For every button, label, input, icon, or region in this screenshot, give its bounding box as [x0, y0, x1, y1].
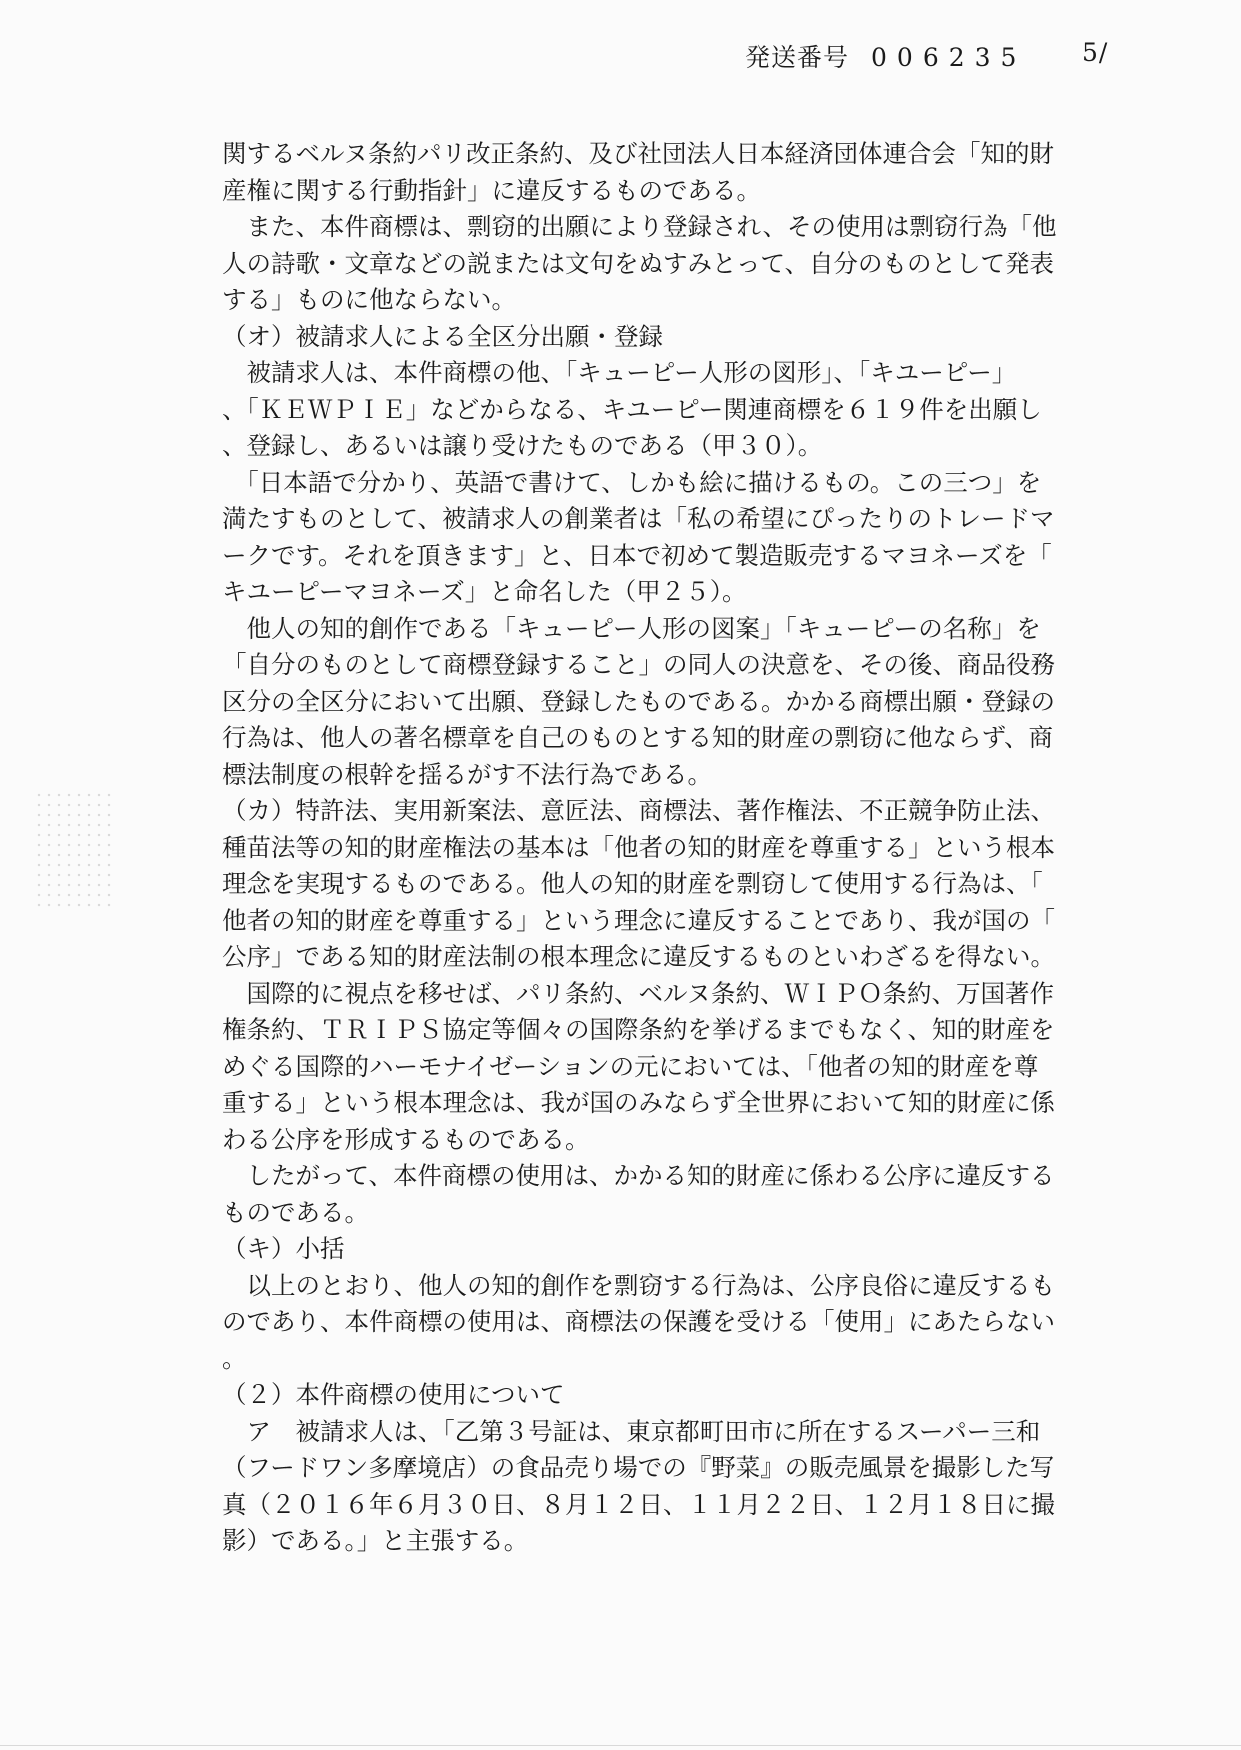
body-text-line: めぐる国際的ハーモナイゼーションの元においては、「他者の知的財産を尊	[222, 1051, 1039, 1081]
body-text-line: 。	[222, 1343, 247, 1373]
body-text-line: する」ものに他ならない。	[222, 285, 516, 314]
body-text-line: 国際的に視点を移せば、パリ条約、ベルヌ条約、ＷＩＰＯ条約、万国著作	[222, 978, 1055, 1008]
body-text-line: 満たすものとして、被請求人の創業者は「私の希望にぴったりのトレードマ	[222, 504, 1055, 533]
body-text-line: （オ）被請求人による全区分出願・登録	[222, 321, 663, 351]
body-text-line: 行為は、他人の著名標章を自己のものとする知的財産の剽窃に他ならず、商	[222, 723, 1054, 752]
body-text-line: 影）である。」と主張する。	[222, 1526, 529, 1555]
body-text-line: ものである。	[222, 1197, 369, 1227]
body-text-line: ークです。それを頂きます」と、日本で初めて製造販売するマヨネーズを「	[222, 540, 1052, 570]
body-text-line: 標法制度の根幹を揺るがす不法行為である。	[222, 759, 712, 789]
body-text-line: （フードワン多摩境店）の食品売り場での『野菜』の販売風景を撮影した写	[222, 1453, 1055, 1482]
body-text-line: 「日本語で分かり、英語で書けて、しかも絵に描けるもの。この三つ」を	[222, 467, 1042, 497]
document-body	[222, 136, 1072, 1560]
body-text-line: また、本件商標は、剽窃的出願により登録され、その使用は剽窃行為「他	[222, 212, 1057, 241]
body-text-line: キユーピーマヨネーズ」と命名した（甲２５）。	[222, 577, 747, 606]
body-text-line: 区分の全区分において出願、登録したものである。かかる商標出願・登録の	[222, 686, 1055, 716]
body-text-line: 他者の知的財産を尊重する」という理念に違反することであり、我が国の「	[222, 905, 1055, 935]
body-text-line: 他人の知的創作である「キューピー人形の図案」「キューピーの名称」を	[222, 613, 1041, 643]
body-text-line: 「自分のものとして商標登録すること」の同人の決意を、その後、商品役務	[222, 650, 1055, 679]
body-text-line: わる公序を形成するものである。	[222, 1124, 590, 1154]
body-text-line: 、登録し、あるいは譲り受けたものである（甲３０）。	[222, 431, 823, 460]
body-text-line: 、「ＫＥＷＰＩＥ」などからなる、キユーピー関連商標を６１９件を出願し	[222, 394, 1042, 424]
body-text-line: 関するベルヌ条約パリ改正条約、及び社団法人日本経済団体連合会「知的財	[222, 139, 1055, 168]
body-text-line: （キ）小括	[222, 1234, 345, 1263]
body-text-line: 重する」という根本理念は、我が国のみならず全世界において知的財産に係	[222, 1088, 1055, 1117]
dispatch-number: 006235	[871, 43, 1027, 72]
body-text-line: 真（２０１６年６月３０日、８月１２日、１１月２２日、１２月１８日に撮	[222, 1489, 1055, 1519]
body-text-line: 権条約、ＴＲＩＰＳ協定等個々の国際条約を挙げるまでもなく、知的財産を	[222, 1015, 1055, 1044]
body-text-line: したがって、本件商標の使用は、かかる知的財産に係わる公序に違反する	[222, 1161, 1055, 1190]
scan-speckle	[34, 790, 114, 910]
dispatch-number-label: 発送番号	[745, 43, 850, 72]
page-bottom-edge	[0, 1745, 1241, 1746]
body-text-line: 公序」である知的財産法制の根本理念に違反するものといわざるを得ない。	[222, 942, 1055, 971]
body-text-line: 種苗法等の知的財産権法の基本は「他者の知的財産を尊重する」という根本	[222, 832, 1055, 862]
body-text-line: ア 被請求人は、「乙第３号証は、東京都町田市に所在するスーパー三和	[222, 1416, 1041, 1446]
body-text-line: 人の詩歌・文章などの説または文句をぬすみとって、自分のものとして発表	[222, 248, 1055, 278]
body-text-line: 被請求人は、本件商標の他、「キューピー人形の図形」、「キユーピー」	[222, 358, 1017, 387]
body-text-line: 以上のとおり、他人の知的創作を剽窃する行為は、公序良俗に違反するも	[222, 1270, 1055, 1300]
page-number: 5/	[1082, 38, 1109, 67]
document-header	[745, 38, 1109, 74]
body-text-line: （２）本件商標の使用について	[222, 1380, 565, 1409]
body-text-line: 理念を実現するものである。他人の知的財産を剽窃して使用する行為は、「	[222, 869, 1043, 898]
body-text-line: のであり、本件商標の使用は、商標法の保護を受ける「使用」にあたらない	[222, 1307, 1055, 1336]
body-text-line: （カ）特許法、実用新案法、意匠法、商標法、著作権法、不正競争防止法、	[222, 796, 1055, 825]
body-text-line: 産権に関する行動指針」に違反するものである。	[222, 175, 761, 205]
